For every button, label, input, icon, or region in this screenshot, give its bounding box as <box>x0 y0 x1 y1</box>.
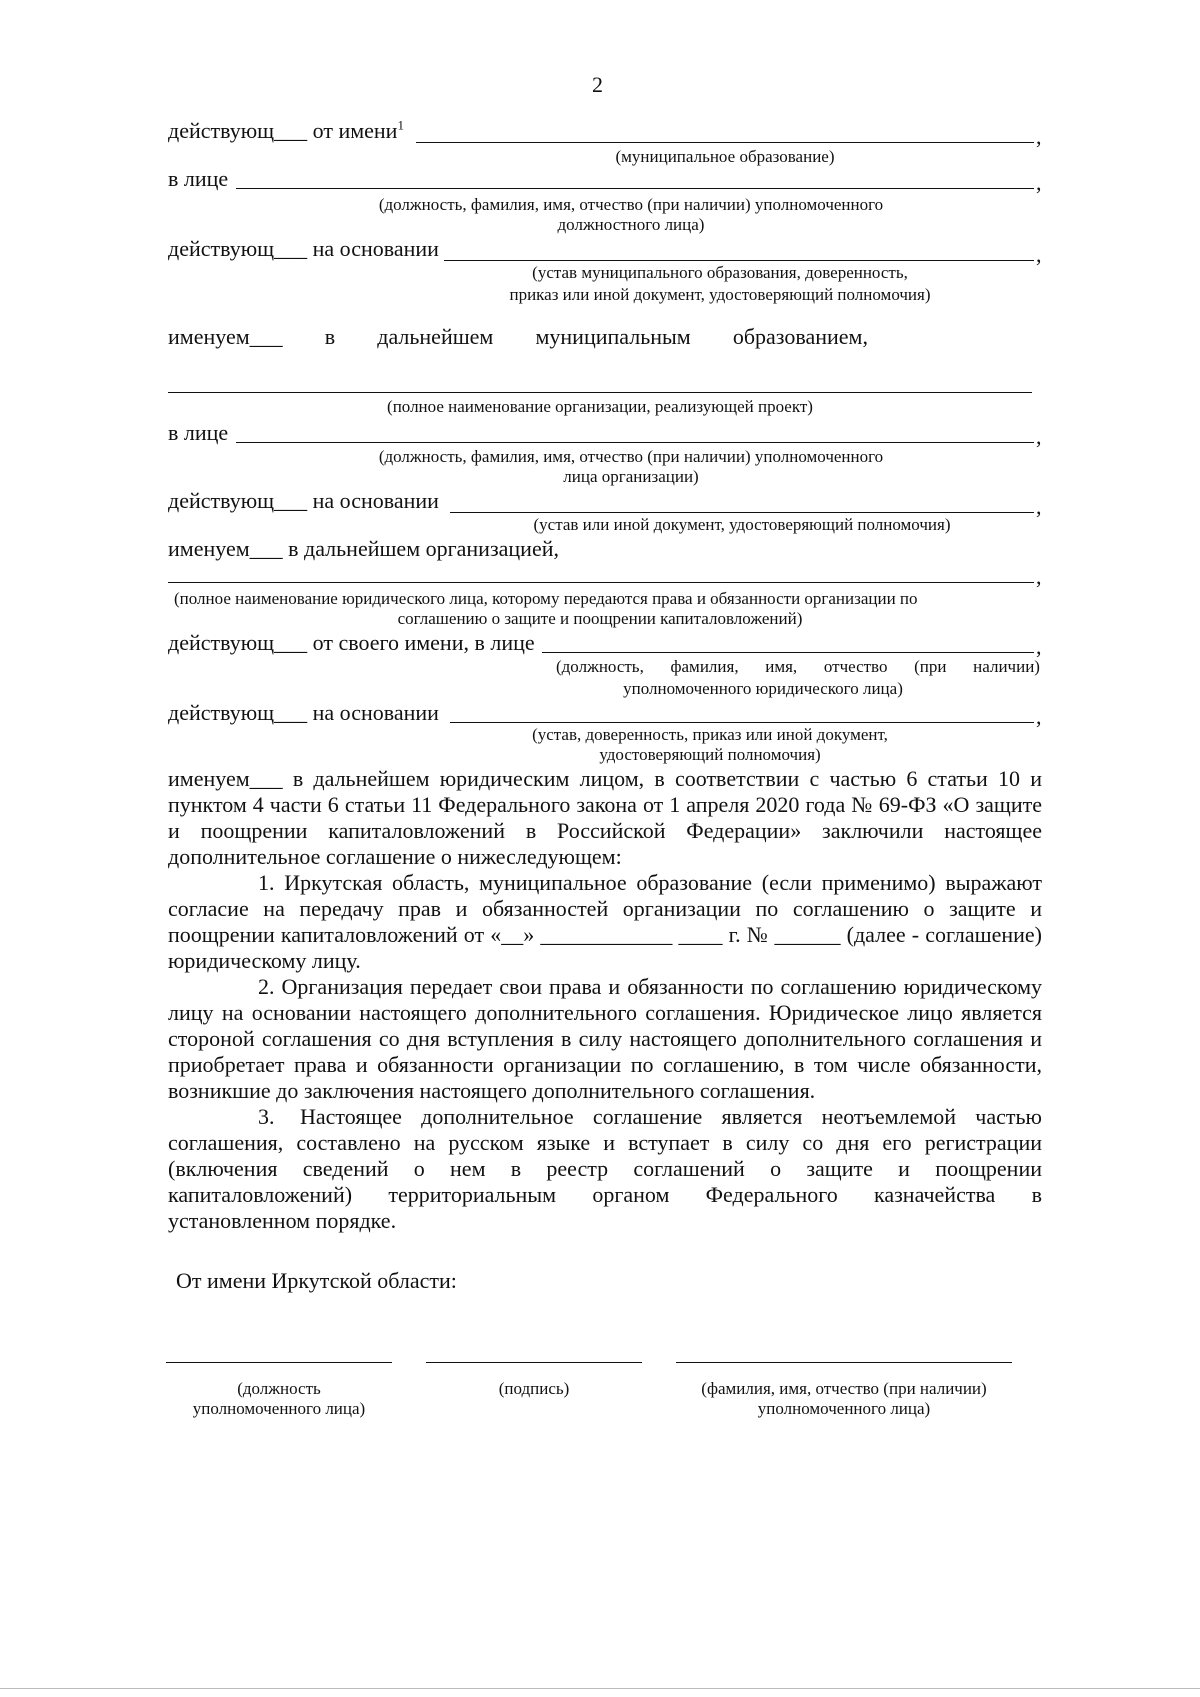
acting-on-basis-label: действующ___ на основании <box>168 488 439 513</box>
paragraph-1-line: поощрении капиталовложений от «__» ____________ ____ г. № ______ (далее - соглашение) <box>168 922 1042 947</box>
organization-caption: (полное наименование организации, реализующей проект) <box>387 397 813 416</box>
position-caption-line2: уполномоченного лица) <box>192 1399 366 1418</box>
official-fill-line <box>236 188 1034 189</box>
acting-on-basis-label: действующ___ на основании <box>168 236 439 261</box>
municipality-caption: (муниципальное образование) <box>615 147 835 166</box>
page-number: 2 <box>592 72 603 97</box>
legal-entity-fill-line <box>168 582 1034 583</box>
municipality-fill-line <box>416 142 1034 143</box>
hereinafter-municipality: именуем___ в дальнейшем муниципальным образованием, <box>168 324 868 349</box>
signature-heading: От имени Иркутской области: <box>176 1268 457 1293</box>
in-person-label: в лице <box>168 420 229 445</box>
basis-caption-line1: (устав муниципального образования, доверенность, <box>532 263 908 282</box>
paragraph-2-line: 2. Организация передает свои права и обязанности по соглашению юридическому <box>258 974 1042 999</box>
name-signature-line <box>676 1362 1012 1363</box>
legal-official-fill-line <box>542 652 1034 653</box>
comma: , <box>1036 494 1042 519</box>
org-official-caption-line1: (должность, фамилия, имя, отчество (при наличии) уполномоченного <box>378 447 884 466</box>
legal-basis-fill-line <box>450 722 1034 723</box>
comma: , <box>1036 124 1042 149</box>
intro-line: пунктом 4 части 6 статьи 11 Федерального закона от 1 апреля 2020 года № 69-ФЗ «О защите <box>168 792 1042 817</box>
intro-line: дополнительное соглашение о нижеследующем: <box>168 844 622 869</box>
comma: , <box>1036 170 1042 195</box>
paragraph-3-line: установленном порядке. <box>168 1208 397 1233</box>
paragraph-3-line: капиталовложений) территориальным органом Федерального казначейства в <box>168 1182 1042 1207</box>
org-basis-caption: (устав или иной документ, удостоверяющий полномочия) <box>533 515 951 534</box>
paragraph-3-number: 3. <box>258 1104 275 1129</box>
signature-caption: (подпись) <box>498 1379 570 1398</box>
legal-entity-caption-line2: соглашению о защите и поощрении капиталовложений) <box>397 609 803 628</box>
acting-on-basis-label: действующ___ на основании <box>168 700 439 725</box>
footnote-mark: 1 <box>397 117 404 133</box>
legal-entity-caption-line1: (полное наименование юридического лица, которому передаются права и обязанности организации по <box>174 589 918 608</box>
paragraph-1-line: 1. Иркутская область, муниципальное образование (если применимо) выражают <box>258 870 1042 895</box>
comma: , <box>1036 424 1042 449</box>
paragraph-2-line: стороной соглашения со дня вступления в силу настоящего дополнительного соглашения и <box>168 1026 1042 1051</box>
org-basis-fill-line <box>450 512 1034 513</box>
name-caption-line2: уполномоченного лица) <box>757 1399 931 1418</box>
scan-edge-line <box>0 1688 1200 1689</box>
legal-official-caption-line1: (должность, фамилия, имя, отчество (при наличии) <box>556 657 1040 676</box>
position-caption-line1: (должность <box>237 1379 321 1398</box>
paragraph-3-line: (включения сведений о нем в реестр соглашений о защите и поощрении <box>168 1156 1042 1181</box>
paragraph-1-line: согласие на передачу прав и обязанностей организации по соглашению о защите и <box>168 896 1042 921</box>
official-caption-line2: должностного лица) <box>557 215 705 234</box>
intro-line: и поощрении капиталовложений в Российской Федерации» заключили настоящее <box>168 818 1042 843</box>
paragraph-2-line: возникшие до заключения настоящего дополнительного соглашения. <box>168 1078 816 1103</box>
paragraph-1-line: юридическому лицу. <box>168 948 361 973</box>
legal-official-caption-line2: уполномоченного юридического лица) <box>623 679 903 698</box>
org-official-fill-line <box>236 442 1034 443</box>
hereinafter-organization: именуем___ в дальнейшем организацией, <box>168 536 559 561</box>
organization-fill-line <box>168 392 1032 393</box>
paragraph-3-line: соглашения, составлено на русском языке и вступает в силу со дня его регистрации <box>168 1130 1042 1155</box>
legal-basis-caption-line1: (устав, доверенность, приказ или иной документ, <box>532 725 888 744</box>
basis-caption-line2: приказ или иной документ, удостоверяющий полномочия) <box>509 285 931 304</box>
signature-line <box>426 1362 642 1363</box>
org-official-caption-line2: лица организации) <box>563 467 699 486</box>
acting-own-name-label: действующ___ от своего имени, в лице <box>168 630 535 655</box>
intro-line: именуем___ в дальнейшем юридическим лицом, в соответствии с частью 6 статьи 10 и <box>168 766 1042 791</box>
paragraph-3-line: Настоящее дополнительное соглашение является неотъемлемой частью <box>300 1104 1042 1129</box>
acting-on-behalf-label: действующ___ от имени$^1$ <box>168 117 404 143</box>
name-caption-line1: (фамилия, имя, отчество (при наличии) <box>701 1379 987 1398</box>
in-person-label: в лице <box>168 166 229 191</box>
paragraph-2-line: лицу на основании настоящего дополнительного соглашения. Юридическое лицо является <box>168 1000 1042 1025</box>
comma: , <box>1036 634 1042 659</box>
basis-fill-line <box>444 260 1034 261</box>
legal-basis-caption-line2: удостоверяющий полномочия) <box>599 745 821 764</box>
official-caption-line1: (должность, фамилия, имя, отчество (при наличии) уполномоченного <box>378 195 884 214</box>
position-signature-line <box>166 1362 392 1363</box>
paragraph-2-line: приобретает права и обязанности организации по соглашению, в том числе обязанности, <box>168 1052 1042 1077</box>
comma: , <box>1036 704 1042 729</box>
comma: , <box>1036 242 1042 267</box>
comma: , <box>1036 564 1042 589</box>
